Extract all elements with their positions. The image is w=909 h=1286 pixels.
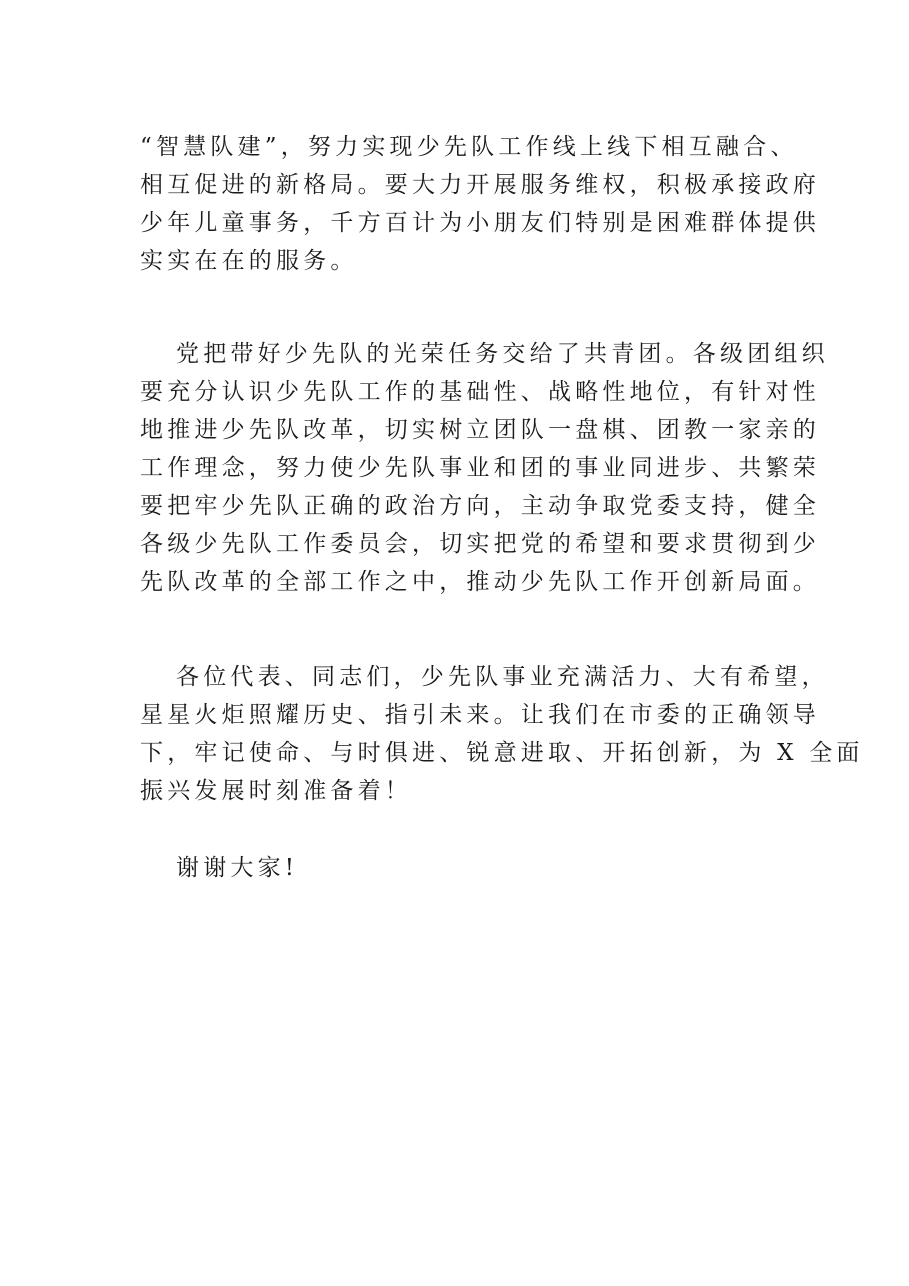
text-line: 振兴发展时刻准备着！ — [140, 778, 412, 804]
text-line: 各级少先队工作委员会，切实把党的希望和要求贯彻到少 — [140, 531, 820, 557]
text-line: 下，牢记使命、与时俱进、锐意进取、开拓创新，为 X 全面 — [140, 740, 864, 766]
text-line: 相互促进的新格局。要大力开展服务维权，积极承接政府 — [140, 172, 820, 198]
text-line: 工作理念，努力使少先队事业和团的事业同进步、共繁荣 — [140, 455, 820, 481]
text-line: 各位代表、同志们，少先队事业充满活力、大有希望， — [176, 664, 829, 690]
text-line: 谢谢大家! — [176, 855, 299, 881]
paragraph-4 — [140, 849, 772, 887]
text-line: 少年儿童事务，千方百计为小朋友们特别是困难群体提供 — [140, 210, 820, 236]
text-line: 星星火炬照耀历史、指引未来。让我们在市委的正确领导 — [140, 702, 820, 728]
text-line: “智慧队建”，努力实现少先队工作线上线下相互融合、 — [140, 134, 798, 160]
text-line: 要充分认识少先队工作的基础性、战略性地位，有针对性 — [140, 379, 820, 405]
text-line: 党把带好少先队的光荣任务交给了共青团。各级团组织 — [176, 341, 829, 367]
paragraph-2 — [140, 335, 829, 601]
paragraph-1 — [140, 128, 820, 280]
text-line: 先队改革的全部工作之中，推动少先队工作开创新局面。 — [140, 569, 820, 595]
text-line: 实实在在的服务。 — [140, 248, 358, 274]
text-line: 地推进少先队改革，切实树立团队一盘棋、团教一家亲的 — [140, 417, 820, 443]
text-line: 要把牢少先队正确的政治方向，主动争取党委支持，健全 — [140, 493, 820, 519]
paragraph-3 — [140, 658, 864, 810]
